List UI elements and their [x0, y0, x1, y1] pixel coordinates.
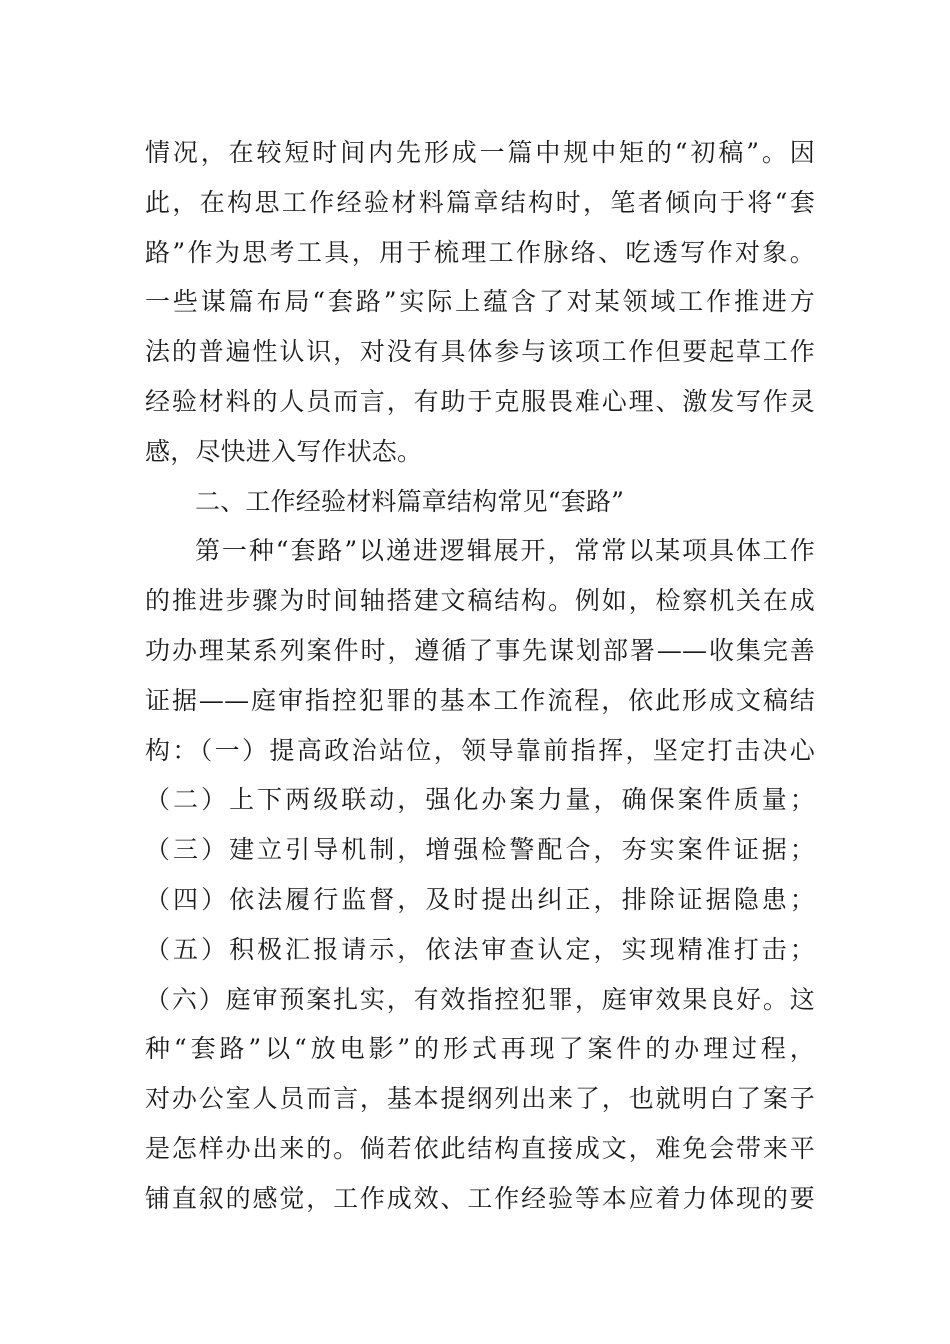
- body-text: [145, 128, 815, 1224]
- text-line: 铺直叙的感觉，工作成效、工作经验等本应着力体现的要: [145, 1183, 815, 1213]
- text-line: 经验材料的人员而言，有助于克服畏难心理、激发写作灵: [145, 386, 815, 416]
- text-line: 功办理某系列案件时，遵循了事先谋划部署——收集完善: [145, 635, 815, 665]
- text-line: 是怎样办出来的。倘若依此结构直接成文，难免会带来平: [145, 1133, 815, 1163]
- text-line: （四）依法履行监督，及时提出纠正，排除证据隐患；: [145, 884, 815, 914]
- section-heading: 二、工作经验材料篇章结构常见“套路”: [195, 486, 625, 516]
- text-line: 对办公室人员而言，基本提纲列出来了，也就明白了案子: [145, 1084, 815, 1114]
- text-line: 种“套路”以“放电影”的形式再现了案件的办理过程，: [145, 1034, 815, 1064]
- text-line: 此，在构思工作经验材料篇章结构时，笔者倾向于将“套: [145, 187, 815, 217]
- text-line: 感，尽快进入写作状态。: [145, 436, 423, 466]
- text-line: （六）庭审预案扎实，有效指控犯罪，庭审效果良好。这: [145, 984, 815, 1014]
- text-line: 构：（一）提高政治站位，领导靠前指挥，坚定打击决心: [145, 735, 815, 765]
- text-line: （五）积极汇报请示，依法审查认定，实现精准打击；: [145, 934, 815, 964]
- text-line: 情况，在较短时间内先形成一篇中规中矩的“初稿”。因: [145, 138, 815, 167]
- text-line: 一些谋篇布局“套路”实际上蕴含了对某领域工作推进方: [145, 287, 815, 317]
- text-line: 路”作为思考工具，用于梳理工作脉络、吃透写作对象。: [145, 237, 815, 267]
- text-line: （三）建立引导机制，增强检警配合，夯实案件证据；: [145, 835, 815, 865]
- text-line: （二）上下两级联动，强化办案力量，确保案件质量；: [145, 785, 815, 815]
- text-line: 的推进步骤为时间轴搭建文稿结构。例如，检察机关在成: [145, 586, 815, 616]
- text-line: 法的普遍性认识，对没有具体参与该项工作但要起草工作: [145, 337, 815, 367]
- text-line: 第一种“套路”以递进逻辑展开，常常以某项具体工作: [195, 536, 815, 566]
- text-line: 证据——庭审指控犯罪的基本工作流程，依此形成文稿结: [145, 685, 815, 715]
